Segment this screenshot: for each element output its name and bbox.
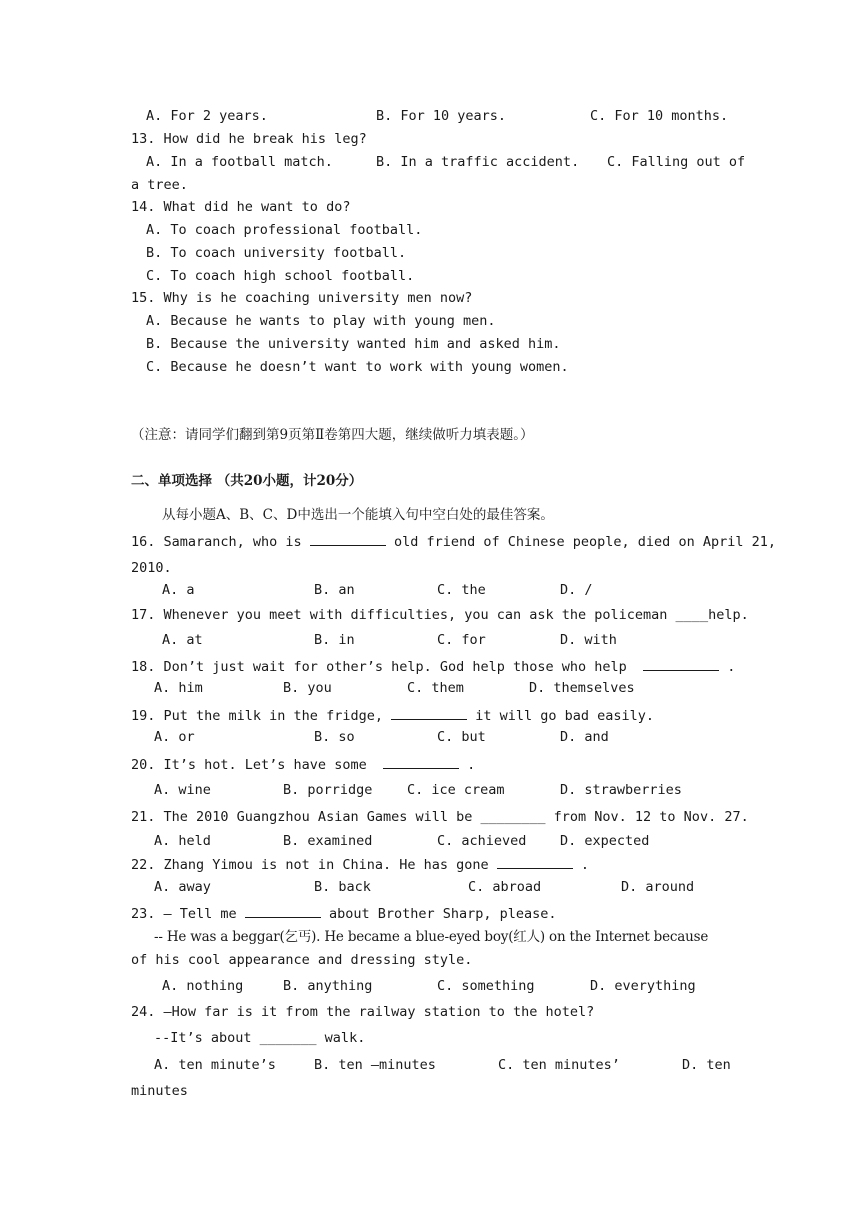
q15-option-c: C. Because he doesn’t want to work with young women. <box>146 359 569 375</box>
q19-stem-pre: 19. Put the milk in the fridge, <box>131 708 383 724</box>
q19-option-c: C. but <box>437 729 486 745</box>
q23-option-c: C. something <box>437 978 535 994</box>
q23-option-d: D. everything <box>590 978 696 994</box>
q24-option-c: C. ten minutes’ <box>498 1057 620 1073</box>
q13-stem: 13. How did he break his leg? <box>131 131 367 147</box>
q18-stem-post: . <box>727 659 736 675</box>
q12-option-b: B. For 10 years. <box>376 108 507 124</box>
q24-option-d: D. ten <box>682 1057 731 1073</box>
q20-option-c: C. ice cream <box>407 782 505 798</box>
q20-option-b: B. porridge <box>283 782 373 798</box>
q13-option-b: B. In a traffic accident. <box>376 154 580 170</box>
q23-stem <box>131 905 557 922</box>
q18-blank <box>643 658 719 671</box>
q20-stem <box>131 756 475 773</box>
q20-stem-pre: 20. It’s hot. Let’s have some <box>131 757 367 773</box>
q13-option-c-continued: a tree. <box>131 177 188 193</box>
q19-stem <box>131 707 654 724</box>
q22-option-a: A. away <box>154 879 211 895</box>
q16-stem-post: old friend of Chinese people, died on April 21, <box>393 534 776 550</box>
q13-option-a: A. In a football match. <box>146 154 333 170</box>
q21-option-d: D. expected <box>560 833 650 849</box>
q19-option-d: D. and <box>560 729 609 745</box>
q21-stem: 21. The 2010 Guangzhou Asian Games will be ________ from Nov. 12 to Nov. 27. <box>131 809 749 825</box>
q22-stem <box>131 856 589 873</box>
section-2-title: 二、单项选择 （共20小题，计20分） <box>131 473 363 489</box>
q16-option-d: D. / <box>560 582 593 598</box>
q21-option-a: A. held <box>154 833 211 849</box>
q17-option-a: A. at <box>162 632 203 648</box>
q21-option-b: B. examined <box>283 833 373 849</box>
q14-stem: 14. What did he want to do? <box>131 199 351 215</box>
q16-option-c: C. the <box>437 582 486 598</box>
q24-option-a: A. ten minute’s <box>154 1057 276 1073</box>
q20-option-a: A. wine <box>154 782 211 798</box>
q19-stem-post: it will go bad easily. <box>475 708 655 724</box>
q24-stem: 24. –How far is it from the railway station to the hotel? <box>131 1004 595 1020</box>
q14-option-b: B. To coach university football. <box>146 245 407 261</box>
q15-stem: 15. Why is he coaching university men now? <box>131 290 473 306</box>
q22-stem-post: . <box>580 857 590 873</box>
q23-stem-post: about Brother Sharp, please. <box>328 906 557 922</box>
q12-option-c: C. For 10 months. <box>590 108 729 124</box>
q14-option-a: A. To coach professional football. <box>146 222 423 238</box>
q16-option-b: B. an <box>314 582 355 598</box>
q12-option-a: A. For 2 years. <box>146 108 268 124</box>
q16-stem <box>131 533 776 550</box>
q22-stem-pre: 22. Zhang Yimou is not in China. He has gone <box>131 857 489 873</box>
q20-blank <box>383 756 459 769</box>
note-text: （注意：请同学们翻到第9页第Ⅱ卷第四大题，继续做听力填表题。） <box>131 427 534 443</box>
q16-stem-pre: 16. Samaranch, who is <box>131 534 302 550</box>
q22-blank <box>497 856 573 869</box>
q23-option-b: B. anything <box>283 978 373 994</box>
q17-option-c: C. for <box>437 632 486 648</box>
section-2-instruction: 从每小题A、B、C、D中选出一个能填入句中空白处的最佳答案。 <box>162 507 554 523</box>
q18-option-d: D. themselves <box>529 680 635 696</box>
q24-option-d-continued: minutes <box>131 1083 188 1099</box>
q23-reply-line-2: of his cool appearance and dressing style. <box>131 952 473 968</box>
q17-option-d: D. with <box>560 632 617 648</box>
q16-blank <box>310 533 386 546</box>
q14-option-c: C. To coach high school football. <box>146 268 415 284</box>
q16-option-a: A. a <box>162 582 195 598</box>
q13-option-c: C. Falling out of <box>607 154 746 170</box>
q18-option-a: A. him <box>154 680 203 696</box>
q23-stem-pre: 23. – Tell me <box>131 906 237 922</box>
q22-option-b: B. back <box>314 879 371 895</box>
q23-option-a: A. nothing <box>162 978 244 994</box>
q18-option-c: C. them <box>407 680 464 696</box>
q21-option-c: C. achieved <box>437 833 527 849</box>
q19-option-b: B. so <box>314 729 355 745</box>
q22-option-d: D. around <box>621 879 695 895</box>
q22-option-c: C. abroad <box>468 879 542 895</box>
q19-blank <box>391 707 467 720</box>
q20-stem-post: . <box>467 757 476 773</box>
q23-reply-line-1: -- He was a beggar(乞丐). He became a blue-eyed boy(红人) on the Internet because <box>154 929 709 945</box>
q19-option-a: A. or <box>154 729 195 745</box>
q18-option-b: B. you <box>283 680 332 696</box>
q23-blank <box>245 905 321 918</box>
q24-reply: --It’s about _______ walk. <box>154 1030 366 1046</box>
q17-stem: 17. Whenever you meet with difficulties, you can ask the policeman ____help. <box>131 607 749 623</box>
q15-option-b: B. Because the university wanted him and asked him. <box>146 336 561 352</box>
q20-option-d: D. strawberries <box>560 782 682 798</box>
q24-option-b: B. ten –minutes <box>314 1057 436 1073</box>
q18-stem <box>131 658 735 675</box>
q17-option-b: B. in <box>314 632 355 648</box>
q16-stem-continued: 2010. <box>131 560 172 576</box>
q18-stem-pre: 18. Don’t just wait for other’s help. God help those who help <box>131 659 627 675</box>
q15-option-a: A. Because he wants to play with young men. <box>146 313 496 329</box>
